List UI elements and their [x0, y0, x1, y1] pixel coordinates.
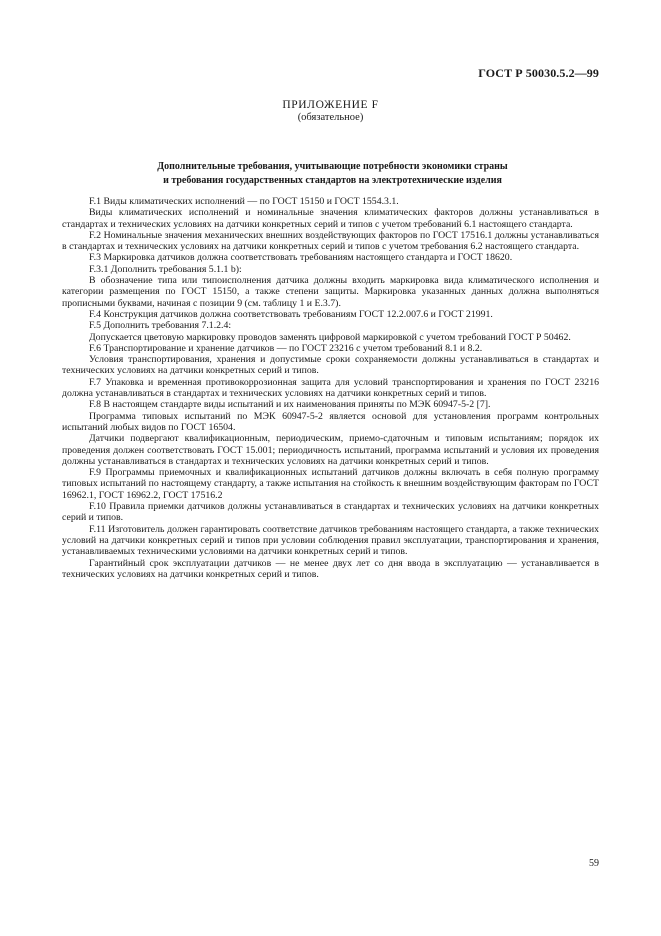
paragraph: F.9 Программы приемочных и квалификационных испытаний датчиков должны включать в себя полную программу типовых испытаний по настоящему стандарту, а также испытания на стойкость к внешним воздействующим факторам по ГОСТ 16962.1, ГОСТ 16962.2, ГОСТ 17516.2: [62, 467, 599, 501]
paragraph: F.3 Маркировка датчиков должна соответствовать требованиям настоящего стандарта и ГОСТ 18620.: [89, 252, 513, 264]
paragraph: F.3.1 Дополнить требования 5.1.1 b):: [89, 263, 242, 275]
paragraph: В обозначение типа или типоисполнения датчика должны входить маркировка вида климатического исполнения и категории размещения по ГОСТ 15150, а также степени защиты. Маркировка указанных данных должна выполняться прописными буквами, начиная с позиции 9 (см. таблицу 1 и Е.3.7).: [62, 275, 599, 309]
section-heading-line-1: Дополнительные требования, учитывающие потребности экономики страны: [157, 161, 508, 172]
paragraph: F.5 Дополнить требования 7.1.2.4:: [89, 320, 232, 332]
section-heading: [70, 160, 595, 188]
paragraph: Датчики подвергают квалификационным, периодическим, приемо-сдаточным и типовым испытаниям; порядок их проведения должен соответствовать ГОСТ 15.001; периодичность испытаний, программа испытаний и условия их проведения должны устанавливаться в стандартах и технических условиях на датчики конкретных серий и типов.: [62, 433, 599, 467]
annex-title: ПРИЛОЖЕНИЕ F: [282, 99, 379, 111]
page-number: 59: [589, 858, 599, 869]
annex-status: (обязательное): [297, 112, 364, 123]
paragraph: F.2 Номинальные значения механических внешних воздействующих факторов по ГОСТ 17516.1 должны устанавливаться в стандартах и технических условиях на датчики конкретных серий и типов с учетом требования 6.2 настоящего стандарта.: [62, 229, 599, 253]
paragraph: F.8 В настоящем стандарте виды испытаний и их наименования приняты по МЭК 60947-5-2 [7].: [89, 399, 491, 411]
paragraph: Виды климатических исполнений и номинальные значения климатических факторов должны устанавливаться в стандартах и технических условиях на датчики конкретных серий и типов с учетом требований 6.1 настоящего стандарта.: [62, 207, 599, 230]
paragraph: Гарантийный срок эксплуатации датчиков — не менее двух лет со дня ввода в эксплуатацию — устанавливается в технических условиях на датчики конкретных серий и типов.: [62, 557, 599, 580]
paragraph: F.10 Правила приемки датчиков должны устанавливаться в стандартах и технических условиях на датчики конкретных серий и типов.: [62, 501, 599, 524]
paragraph: Условия транспортирования, хранения и допустимые сроки сохраняемости должны устанавливаться в стандартах и технических условиях на датчики конкретных серий и типов.: [62, 354, 599, 377]
paragraph: F.4 Конструкция датчиков должна соответствовать требованиям ГОСТ 12.2.007.6 и ГОСТ 21991.: [89, 308, 493, 320]
paragraph: F.1 Виды климатических исполнений — по ГОСТ 15150 и ГОСТ 1554.3.1.: [89, 196, 399, 207]
document-code-header: ГОСТ Р 50030.5.2—99: [478, 66, 599, 80]
document-body: [62, 196, 599, 580]
paragraph: F.7 Упаковка и временная противокоррозионная защита для условий транспортирования и хранения по ГОСТ 23216 должна устанавливаться в стандартах и технических условиях на датчики конкретных серий и типов.: [62, 376, 599, 400]
paragraph: F.11 Изготовитель должен гарантировать соответствие датчиков требованиям настоящего стандарта, а также технических условий на датчики конкретных серий и типов при условии соблюдения правил эксплуатации, транспортирования и хранения, устанавливаемых техническими условиями на датчики конкретных серий и типов.: [62, 523, 599, 558]
paragraph: Программа типовых испытаний по МЭК 60947-5-2 является основой для установления программ контрольных испытаний любых видов по ГОСТ 16504.: [62, 410, 599, 433]
paragraph: Допускается цветовую маркировку проводов заменять цифровой маркировкой с учетом требований ГОСТ Р 50462.: [89, 331, 571, 343]
paragraph: F.6 Транспортирование и хранение датчиков — по ГОСТ 23216 с учетом требований 8.1 и 8.2.: [89, 342, 483, 354]
section-heading-line-2: и требования государственных стандартов на электротехнические изделия: [163, 175, 502, 186]
